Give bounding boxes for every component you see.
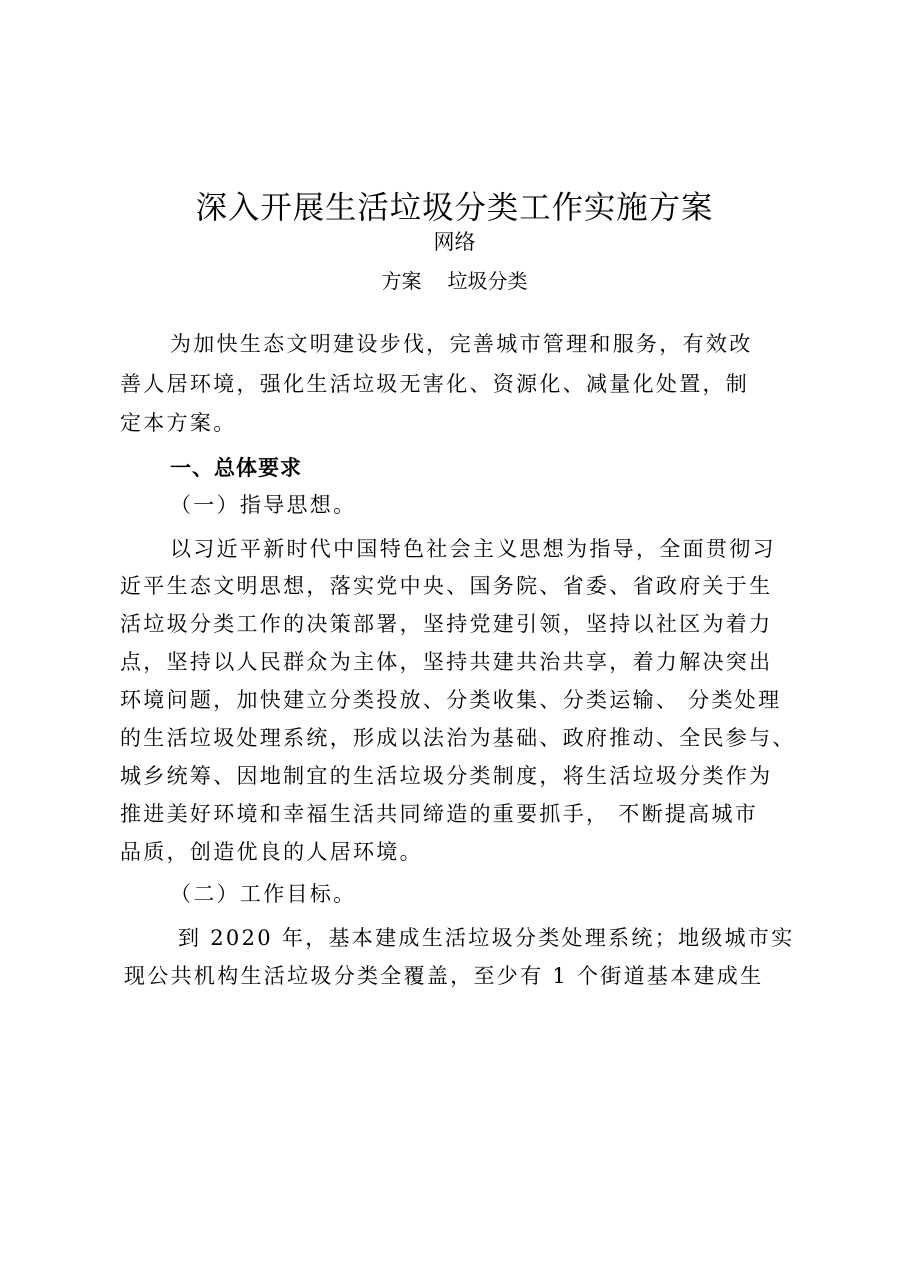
tag: 垃圾分类 <box>447 269 528 293</box>
paragraph-line: 环境问题，加快建立分类投放、分类收集、分类运输、 分类处理 <box>120 688 782 712</box>
section-heading: 一、总体要求 <box>170 455 302 480</box>
subsection-heading: （一）指导思想。 <box>170 493 357 517</box>
paragraph-line: 到 2020 年，基本建成生活垃圾分类处理系统；地级城市实 <box>178 926 795 950</box>
paragraph-line: 现公共机构生活垃圾分类全覆盖，至少有 1 个街道基本建成生 <box>124 964 764 988</box>
paragraph-line: 为加快生态文明建设步伐，完善城市管理和服务，有效改 <box>170 332 753 356</box>
paragraph-line: 城乡统筹、因地制宜的生活垃圾分类制度，将生活垃圾分类作为 <box>120 764 773 788</box>
paragraph-line: 活垃圾分类工作的决策部署，坚持党建引领，坚持以社区为着力 <box>120 612 773 636</box>
paragraph-line: 定本方案。 <box>120 411 237 435</box>
paragraph-line: 推进美好环境和幸福生活共同缔造的重要抓手， 不断提高城市 <box>120 802 759 826</box>
document-source: 网络 <box>433 230 476 254</box>
tag: 方案 <box>381 269 422 293</box>
paragraph-line: 品质，创造优良的人居环境。 <box>120 840 423 864</box>
document-title: 深入开展生活垃圾分类工作实施方案 <box>195 190 714 226</box>
paragraph-line: 的生活垃圾处理系统，形成以法治为基础、政府推动、全民参与、 <box>120 726 796 750</box>
paragraph-line: 以习近平新时代中国特色社会主义思想为指导，全面贯彻习 <box>170 537 776 561</box>
paragraph-line: 点，坚持以人民群众为主体，坚持共建共治共享，着力解决突出 <box>120 650 773 674</box>
paragraph-line: 近平生态文明思想，落实党中央、国务院、省委、省政府关于生 <box>120 574 773 598</box>
document-tags <box>0 268 909 294</box>
subsection-heading: （二）工作目标。 <box>170 882 357 906</box>
paragraph-line: 善人居环境，强化生活垃圾无害化、资源化、减量化处置，制 <box>120 372 750 396</box>
